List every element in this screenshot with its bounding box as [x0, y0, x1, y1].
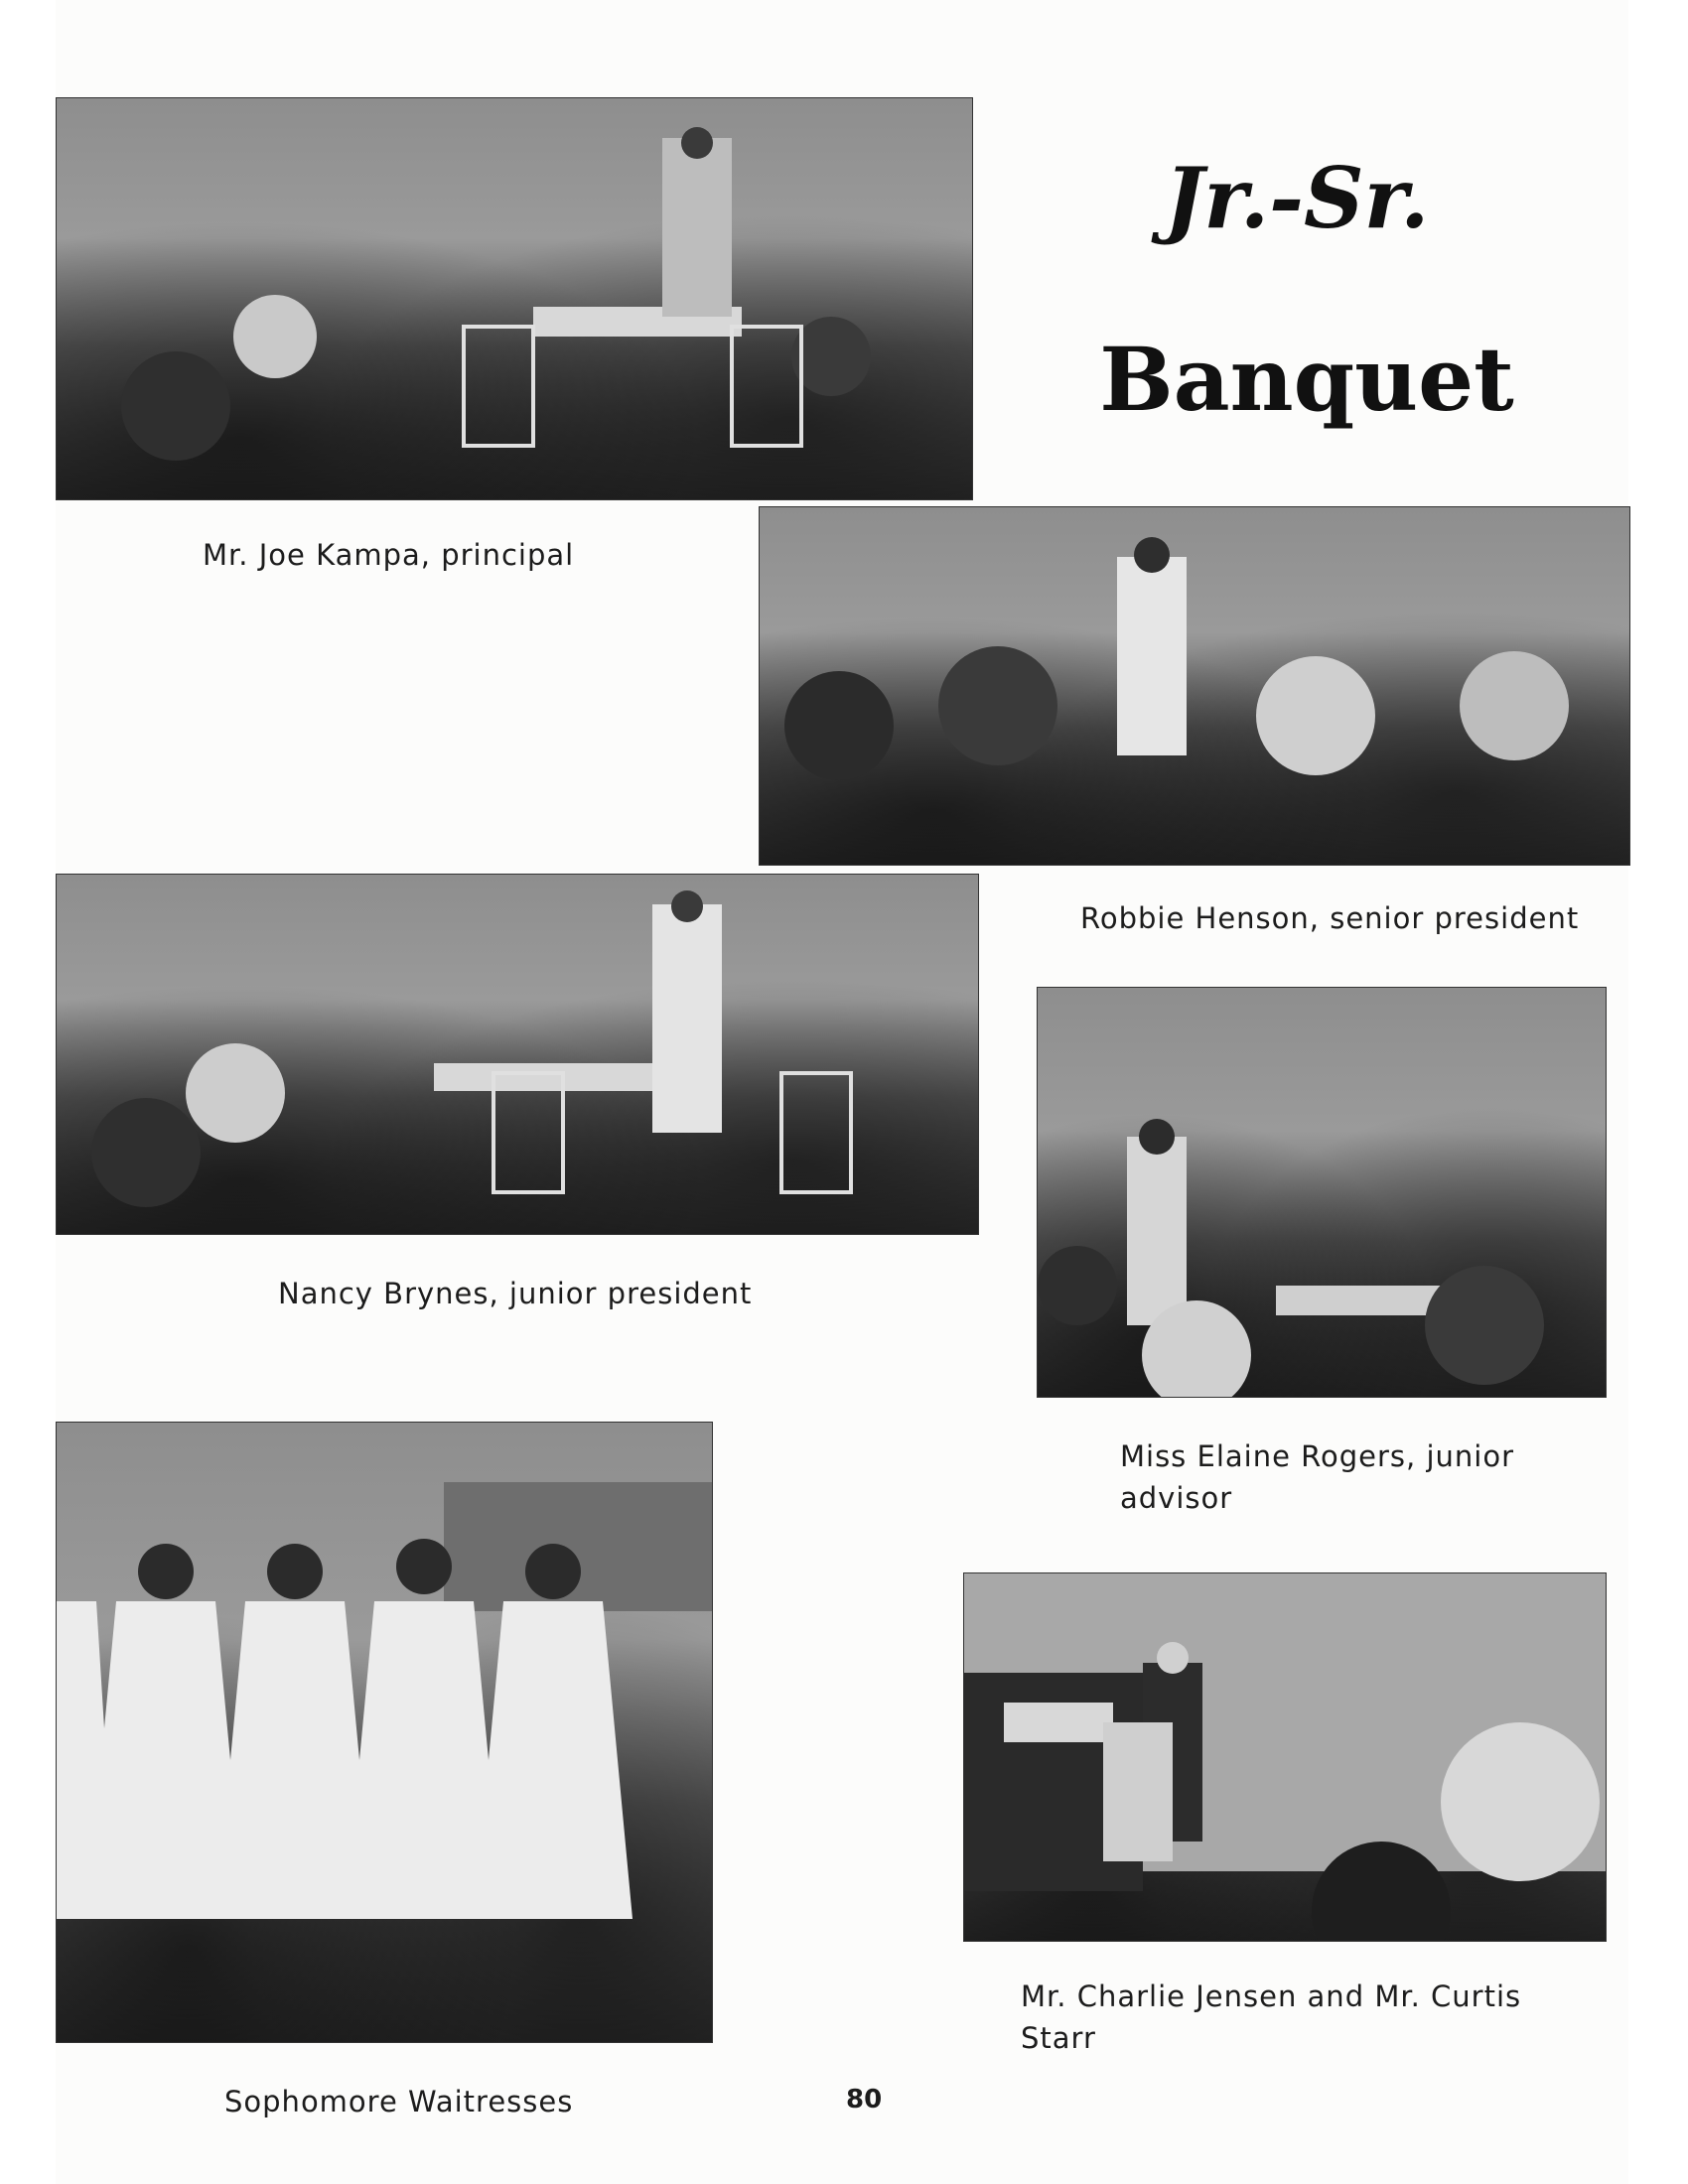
caption-robbie-henson: Robbie Henson, senior president [1080, 901, 1580, 935]
caption-elaine-rogers [1120, 1435, 1514, 1519]
photo-nancy-brynes [56, 874, 979, 1235]
page-title-line-2: Banquet [1099, 328, 1514, 431]
caption-joe-kampa: Mr. Joe Kampa, principal [203, 538, 575, 572]
yearbook-page [56, 0, 1628, 2184]
caption-jensen-starr-line-1: Mr. Charlie Jensen and Mr. Curtis [1021, 1979, 1522, 2013]
photo-elaine-rogers [1037, 987, 1607, 1398]
page-title-line-1: Jr.-Sr. [1164, 149, 1430, 247]
caption-jensen-starr-line-2: Starr [1021, 2021, 1096, 2055]
photo-robbie-henson [759, 506, 1630, 866]
photo-jensen-starr [963, 1572, 1607, 1942]
photo-sophomore-waitresses [56, 1422, 713, 2043]
caption-elaine-rogers-line-1: Miss Elaine Rogers, junior [1120, 1439, 1515, 1473]
page-number: 80 [846, 2085, 883, 2115]
caption-elaine-rogers-line-2: advisor [1120, 1481, 1233, 1515]
photo-joe-kampa [56, 97, 973, 500]
caption-jensen-starr [1021, 1976, 1521, 2059]
caption-sophomore-waitresses: Sophomore Waitresses [224, 2085, 574, 2118]
caption-nancy-brynes: Nancy Brynes, junior president [278, 1277, 753, 1310]
